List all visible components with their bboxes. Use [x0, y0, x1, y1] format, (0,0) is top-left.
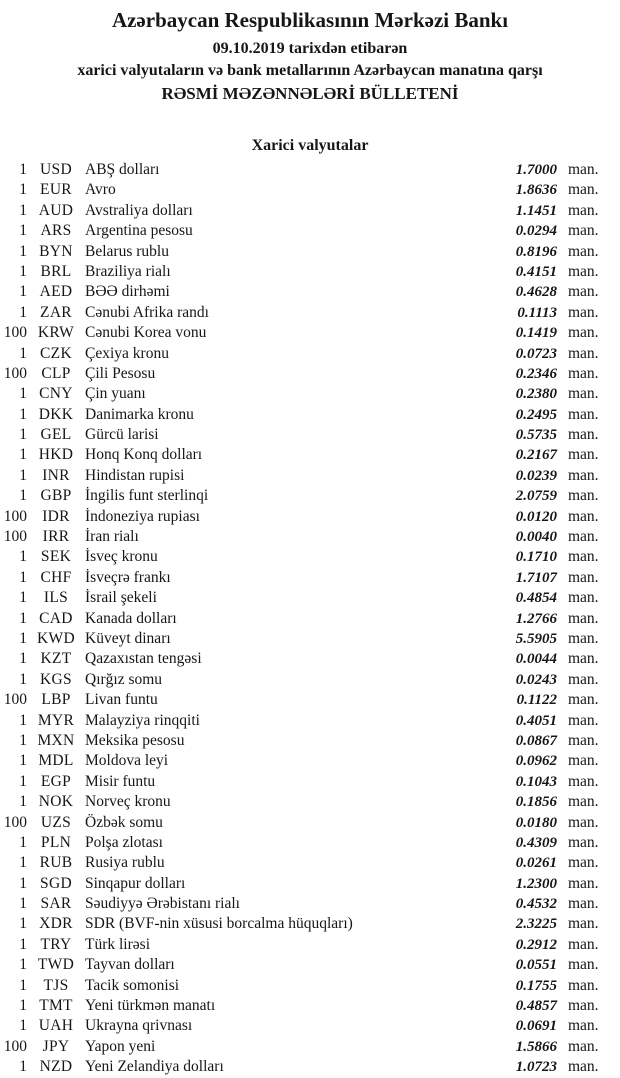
rate-row [0, 405, 610, 425]
rate-unit: man. [568, 548, 599, 566]
currency-name: Malayziya rinqqiti [85, 711, 200, 729]
rate-row [0, 792, 610, 812]
currency-code: USD [40, 161, 72, 178]
currency-name: Meksika pesosu [85, 731, 185, 749]
rate-value: 0.1122 [516, 692, 557, 709]
quantity: 1 [19, 874, 27, 892]
rate-value: 0.1113 [517, 304, 557, 321]
rate-unit: man. [568, 528, 599, 546]
quantity: 1 [19, 487, 27, 505]
rate-row [0, 262, 610, 282]
currency-code: TJS [43, 976, 69, 994]
currency-code: UAH [38, 1017, 74, 1035]
currency-name: Çexiya kronu [85, 344, 169, 362]
rate-unit: man. [568, 364, 599, 382]
rate-row [0, 1016, 610, 1036]
quantity: 100 [3, 1037, 27, 1055]
quantity: 1 [19, 833, 27, 851]
rate-value: 0.0120 [515, 508, 557, 525]
rate-row [0, 527, 610, 547]
currency-name: Cənubi Korea vonu [85, 324, 207, 342]
rate-unit: man. [568, 222, 599, 240]
rate-row [0, 507, 610, 527]
rate-unit: man. [568, 772, 599, 790]
currency-code: DKK [38, 405, 74, 423]
rate-unit: man. [568, 324, 599, 342]
currency-name: İsveçrə frankı [85, 568, 171, 586]
rate-row [0, 649, 610, 669]
quantity: 1 [19, 997, 27, 1015]
currency-name: Misir funtu [85, 772, 156, 790]
rate-row [0, 466, 610, 486]
rate-row [0, 1037, 610, 1057]
quantity: 1 [19, 670, 27, 688]
currency-code: SAR [40, 895, 72, 913]
rate-row [0, 772, 610, 792]
rate-value: 0.0040 [515, 529, 557, 546]
currency-code: SEK [40, 548, 72, 566]
quantity: 1 [19, 262, 27, 280]
rate-row [0, 221, 610, 241]
currency-code: GEL [40, 426, 72, 444]
currency-name: Rusiya rublu [85, 854, 165, 872]
currency-name: İran rialı [85, 528, 139, 546]
rate-unit: man. [568, 976, 599, 994]
quantity: 1 [19, 385, 27, 403]
rate-row [0, 445, 610, 465]
rate-row [0, 282, 610, 302]
currency-name: Moldova leyi [85, 752, 169, 770]
rate-unit: man. [568, 691, 599, 709]
rate-row [0, 568, 610, 588]
currency-code: KGS [40, 670, 72, 688]
currency-name: Livan funtu [85, 691, 158, 709]
rate-unit: man. [568, 568, 599, 586]
currency-name: İsrail şekeli [85, 589, 157, 607]
currency-code: LBP [41, 691, 71, 709]
rate-value: 0.4854 [515, 590, 557, 607]
rate-value: 0.4628 [515, 284, 557, 301]
currency-code: CLP [41, 364, 71, 382]
quantity: 1 [19, 303, 27, 321]
currency-code: ZAR [40, 303, 72, 321]
currency-code: CNY [39, 385, 73, 403]
currency-code: MDL [38, 752, 74, 770]
rate-value: 0.0239 [515, 467, 557, 484]
rate-unit: man. [568, 915, 599, 933]
quantity: 1 [19, 650, 27, 668]
currency-name: Belarus rublu [85, 242, 169, 260]
quantity: 1 [19, 1017, 27, 1035]
rate-value: 0.4151 [515, 263, 557, 280]
currency-name: Avstraliya dolları [85, 201, 193, 219]
rate-value: 0.2495 [515, 406, 557, 423]
rate-value: 0.1043 [515, 773, 557, 790]
rate-value: 1.7000 [515, 162, 557, 178]
rate-unit: man. [568, 344, 599, 362]
rate-row [0, 384, 610, 404]
rate-unit: man. [568, 1037, 599, 1055]
rates-table [0, 160, 620, 1078]
rate-row [0, 976, 610, 996]
rate-value: 0.0261 [515, 855, 557, 872]
rate-unit: man. [568, 731, 599, 749]
currency-name: Çin yuanı [85, 385, 146, 403]
currency-code: NZD [39, 1058, 73, 1076]
section-title-foreign-currencies: Xarici valyutalar [251, 137, 369, 154]
rate-value: 5.5905 [515, 630, 557, 647]
rate-row [0, 731, 610, 751]
rate-unit: man. [568, 589, 599, 607]
rate-value: 0.0691 [515, 1018, 557, 1035]
currency-code: TRY [40, 935, 72, 953]
quantity: 1 [19, 405, 27, 423]
quantity: 100 [3, 324, 27, 342]
rate-unit: man. [568, 670, 599, 688]
rate-row [0, 914, 610, 934]
currency-code: HKD [38, 446, 74, 464]
quantity: 1 [19, 181, 27, 199]
currency-code: RUB [39, 854, 73, 872]
quantity: 1 [19, 568, 27, 586]
quantity: 1 [19, 344, 27, 362]
rate-unit: man. [568, 1017, 599, 1035]
currency-code: BRL [40, 262, 72, 280]
rate-unit: man. [568, 242, 599, 260]
rate-unit: man. [568, 303, 599, 321]
currency-name: Ukrayna qrivnası [85, 1017, 193, 1035]
quantity: 1 [19, 1058, 27, 1076]
rate-value: 0.0180 [515, 814, 557, 831]
quantity: 1 [19, 609, 27, 627]
quantity: 100 [3, 507, 27, 525]
currency-code: ARS [40, 222, 72, 240]
quantity: 1 [19, 935, 27, 953]
rate-unit: man. [568, 201, 599, 219]
rate-value: 0.4857 [515, 998, 557, 1015]
rate-unit: man. [568, 895, 599, 913]
currency-name: Hindistan rupisi [85, 466, 185, 484]
rate-unit: man. [568, 833, 599, 851]
rate-row [0, 180, 610, 200]
rate-unit: man. [568, 874, 599, 892]
currency-code: EGP [40, 772, 72, 790]
rate-unit: man. [568, 283, 599, 301]
quantity: 100 [3, 691, 27, 709]
rate-value: 0.0551 [515, 957, 557, 974]
rate-row [0, 690, 610, 710]
rate-value: 1.2300 [515, 875, 557, 892]
currency-code: AED [39, 283, 73, 301]
rate-row [0, 1057, 610, 1077]
rate-value: 1.7107 [515, 569, 557, 586]
rate-value: 0.1419 [515, 325, 557, 342]
currency-code: SGD [40, 874, 72, 892]
rate-unit: man. [568, 997, 599, 1015]
rate-value: 0.0044 [515, 651, 557, 668]
rate-row [0, 874, 610, 894]
rate-row [0, 364, 610, 384]
currency-code: TMT [39, 997, 73, 1015]
rate-value: 0.1856 [515, 794, 557, 811]
currency-code: IDR [42, 507, 70, 525]
currency-name: ABŞ dolları [85, 161, 160, 178]
rate-row [0, 711, 610, 731]
quantity: 1 [19, 752, 27, 770]
rate-row [0, 609, 610, 629]
rate-value: 2.3225 [515, 916, 557, 933]
rate-value: 2.0759 [515, 488, 557, 505]
document-header [0, 0, 620, 105]
rate-unit: man. [568, 385, 599, 403]
currency-name: Argentina pesosu [85, 222, 193, 240]
currency-code: KWD [37, 629, 75, 647]
rate-value: 1.5866 [515, 1038, 557, 1055]
rate-value: 0.4309 [515, 834, 557, 851]
rate-unit: man. [568, 813, 599, 831]
quantity: 1 [19, 629, 27, 647]
rate-unit: man. [568, 161, 599, 178]
rate-row [0, 833, 610, 853]
rate-value: 0.0723 [515, 345, 557, 362]
rate-row [0, 160, 610, 180]
quantity: 1 [19, 161, 27, 178]
rate-value: 0.1710 [515, 549, 557, 566]
rate-value: 0.0867 [515, 732, 557, 749]
rate-value: 1.0723 [515, 1059, 557, 1076]
currency-code: INR [42, 466, 70, 484]
rate-unit: man. [568, 854, 599, 872]
currency-name: Cənubi Afrika randı [85, 303, 209, 321]
currency-name: Norveç kronu [85, 793, 171, 811]
quantity: 1 [19, 793, 27, 811]
currency-code: CZK [40, 344, 72, 362]
rate-row [0, 323, 610, 343]
rate-row [0, 996, 610, 1016]
quantity: 1 [19, 242, 27, 260]
rate-unit: man. [568, 650, 599, 668]
effective-date-line: 09.10.2019 tarixdən etibarən [212, 40, 408, 57]
currency-code: PLN [40, 833, 72, 851]
rate-value: 0.1755 [515, 977, 557, 994]
rate-row [0, 629, 610, 649]
currency-code: XDR [39, 915, 73, 933]
currency-code: KZT [40, 650, 72, 668]
quantity: 1 [19, 426, 27, 444]
currency-name: İsveç kronu [85, 548, 158, 566]
currency-name: Yeni Zelandiya dolları [85, 1058, 224, 1076]
currency-code: JPY [42, 1037, 70, 1055]
currency-name: Braziliya rialı [85, 262, 171, 280]
rate-value: 1.8636 [515, 182, 557, 199]
currency-name: BƏƏ dirhəmi [85, 283, 170, 301]
currency-name: Honq Konq dolları [85, 446, 203, 464]
currency-name: İngilis funt sterlinqi [85, 487, 209, 505]
currency-code: NOK [38, 793, 74, 811]
quantity: 1 [19, 201, 27, 219]
rate-row [0, 425, 610, 445]
rate-row [0, 853, 610, 873]
rate-value: 0.4051 [515, 712, 557, 729]
rate-row [0, 344, 610, 364]
rate-value: 0.4532 [515, 896, 557, 913]
quantity: 1 [19, 854, 27, 872]
subject-line: xarici valyutaların və bank metallarının Azərbaycan manatına qarşı [77, 62, 543, 79]
rate-unit: man. [568, 956, 599, 974]
quantity: 1 [19, 589, 27, 607]
currency-code: BYN [39, 242, 73, 260]
quantity: 1 [19, 711, 27, 729]
bank-title: Azərbaycan Respublikasının Mərkəzi Bankı [111, 8, 509, 32]
currency-name: Polşa zlotası [85, 833, 163, 851]
rate-unit: man. [568, 1058, 599, 1076]
currency-code: UZS [40, 813, 72, 831]
currency-name: Yapon yeni [85, 1037, 156, 1055]
quantity: 100 [3, 528, 27, 546]
rate-value: 1.2766 [515, 610, 557, 627]
rate-row [0, 242, 610, 262]
currency-code: CAD [39, 609, 73, 627]
currency-name: Yeni türkmən manatı [85, 997, 216, 1015]
rate-unit: man. [568, 446, 599, 464]
currency-code: GBP [40, 487, 72, 505]
rate-unit: man. [568, 711, 599, 729]
rate-value: 0.2380 [515, 386, 557, 403]
currency-code: MYR [37, 711, 75, 729]
rate-unit: man. [568, 466, 599, 484]
quantity: 1 [19, 976, 27, 994]
currency-name: Gürcü larisi [85, 426, 159, 444]
rate-row [0, 894, 610, 914]
quantity: 1 [19, 731, 27, 749]
quantity: 1 [19, 895, 27, 913]
quantity: 100 [3, 813, 27, 831]
rate-row [0, 751, 610, 771]
currency-name: Küveyt dinarı [85, 629, 171, 647]
rate-row [0, 588, 610, 608]
currency-name: Sinqapur dolları [85, 874, 186, 892]
currency-code: MXN [37, 731, 75, 749]
currency-name: Özbək somu [85, 813, 163, 831]
rate-value: 0.2167 [515, 447, 557, 464]
rate-unit: man. [568, 629, 599, 647]
currency-code: AUD [38, 201, 74, 219]
rate-row [0, 955, 610, 975]
rate-row [0, 303, 610, 323]
currency-name: Tacik somonisi [85, 976, 180, 994]
quantity: 1 [19, 222, 27, 240]
rate-unit: man. [568, 609, 599, 627]
rate-row [0, 547, 610, 567]
rate-unit: man. [568, 935, 599, 953]
rate-value: 0.0243 [515, 671, 557, 688]
currency-code: KRW [37, 324, 75, 342]
currency-name: Danimarka kronu [85, 405, 194, 423]
rate-value: 0.8196 [515, 243, 557, 260]
quantity: 1 [19, 466, 27, 484]
rate-value: 0.0294 [515, 223, 557, 240]
currency-code: IRR [42, 528, 70, 546]
bulletin-title: RƏSMİ MƏZƏNNƏLƏRİ BÜLLETENİ [161, 84, 459, 103]
currency-name: Türk lirəsi [85, 935, 150, 953]
rate-unit: man. [568, 507, 599, 525]
quantity: 1 [19, 772, 27, 790]
rate-row [0, 201, 610, 221]
currency-name: Çili Pesosu [85, 364, 156, 382]
currency-code: TWD [37, 956, 75, 974]
rate-unit: man. [568, 405, 599, 423]
rate-unit: man. [568, 752, 599, 770]
currency-name: Qazaxıstan tengəsi [85, 650, 202, 668]
currency-name: Avro [85, 181, 116, 199]
quantity: 1 [19, 283, 27, 301]
quantity: 1 [19, 915, 27, 933]
currency-code: ILS [43, 589, 69, 607]
rate-unit: man. [568, 262, 599, 280]
rate-row [0, 486, 610, 506]
quantity: 100 [3, 364, 27, 382]
currency-code: CHF [40, 568, 72, 586]
rate-unit: man. [568, 487, 599, 505]
quantity: 1 [19, 446, 27, 464]
rate-row [0, 813, 610, 833]
rate-value: 1.1451 [515, 202, 557, 219]
rate-unit: man. [568, 426, 599, 444]
quantity: 1 [19, 956, 27, 974]
rate-unit: man. [568, 181, 599, 199]
currency-code: EUR [40, 181, 72, 199]
rate-value: 0.5735 [515, 427, 557, 444]
rate-row [0, 935, 610, 955]
currency-name: İndoneziya rupiası [85, 507, 200, 525]
currency-name: SDR (BVF-nin xüsusi borcalma hüquqları) [85, 915, 353, 933]
currency-name: Səudiyyə Ərəbistanı rialı [85, 895, 240, 913]
currency-name: Qırğız somu [85, 670, 163, 688]
rate-value: 0.2912 [515, 936, 557, 953]
quantity: 1 [19, 548, 27, 566]
currency-name: Kanada dolları [85, 609, 177, 627]
rate-unit: man. [568, 793, 599, 811]
currency-name: Tayvan dolları [85, 956, 175, 974]
rate-value: 0.0962 [515, 753, 557, 770]
rate-value: 0.2346 [515, 365, 557, 382]
rate-row [0, 670, 610, 690]
